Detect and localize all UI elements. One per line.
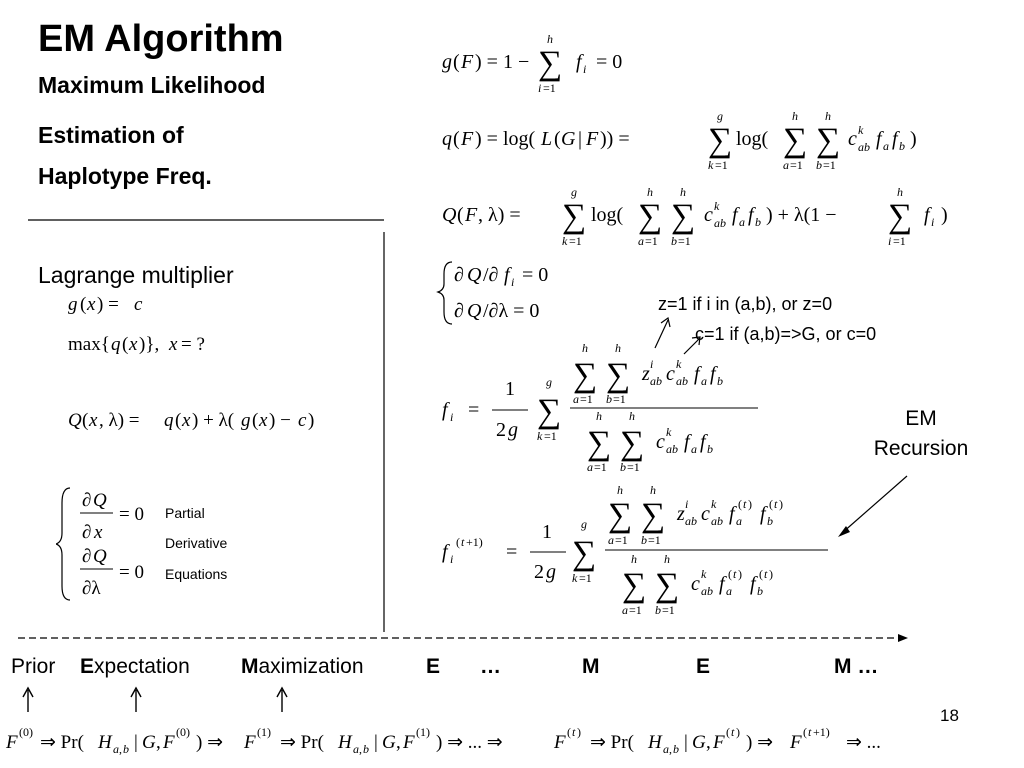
svg-text:h: h — [631, 552, 637, 566]
svg-text:f: f — [732, 204, 738, 226]
svg-text:L: L — [541, 128, 553, 150]
svg-text:f: f — [750, 573, 756, 595]
svg-text:): ) — [577, 725, 581, 739]
svg-text:F: F — [586, 128, 599, 150]
svg-text:ab: ab — [676, 374, 688, 388]
svg-text:F: F — [6, 732, 18, 753]
svg-text:q: q — [442, 128, 452, 150]
svg-text:t: t — [572, 725, 576, 739]
svg-text:i: i — [450, 552, 454, 566]
svg-text:H: H — [98, 732, 112, 753]
svg-text:b: b — [673, 742, 679, 756]
svg-text:t: t — [731, 725, 735, 739]
svg-text:h: h — [582, 341, 588, 355]
svg-text:b: b — [606, 392, 612, 406]
svg-text:c: c — [666, 363, 675, 385]
svg-text:a: a — [353, 742, 359, 756]
svg-text:∑: ∑ — [608, 497, 633, 534]
svg-text:∑: ∑ — [562, 198, 587, 235]
svg-text:a: a — [783, 158, 789, 172]
cycle-dots1: … — [480, 655, 501, 678]
partial-label-2: Derivative — [165, 535, 228, 551]
svg-text:(: ( — [803, 725, 807, 739]
svg-text:ab: ab — [711, 514, 723, 528]
svg-text:): ) — [736, 725, 740, 739]
svg-text:) = log(: ) = log( — [475, 128, 536, 150]
svg-text:(: ( — [726, 725, 730, 739]
svg-text:i: i — [538, 81, 542, 95]
svg-text:f: f — [710, 363, 716, 385]
svg-text:(: ( — [82, 410, 89, 431]
svg-text:f: f — [684, 431, 690, 453]
svg-text:∑: ∑ — [622, 567, 647, 604]
svg-text:z: z — [677, 503, 685, 525]
svg-text:h: h — [664, 552, 670, 566]
svg-text:|: | — [578, 128, 583, 150]
partial-label-3: Equations — [165, 566, 228, 582]
svg-text:=1: =1 — [579, 571, 592, 585]
svg-text:ab: ab — [714, 216, 726, 230]
svg-text:+1): +1) — [466, 535, 483, 549]
svg-text:a: a — [573, 392, 579, 406]
svg-text:∑: ∑ — [641, 497, 666, 534]
svg-text:=1: =1 — [823, 158, 836, 172]
svg-text:=1: =1 — [544, 429, 557, 443]
svg-text:F: F — [465, 204, 478, 226]
svg-text:h: h — [647, 185, 653, 199]
em-recursion-label — [848, 404, 994, 464]
svg-text:a: a — [883, 139, 889, 153]
svg-text:h: h — [650, 483, 656, 497]
svg-text:, λ) =: , λ) = — [478, 204, 521, 226]
svg-text:ab: ab — [858, 140, 870, 154]
svg-text:(: ( — [453, 51, 460, 73]
svg-text:a: a — [638, 234, 644, 248]
svg-text:h: h — [792, 109, 798, 123]
svg-text:q: q — [111, 334, 121, 355]
svg-text:g: g — [546, 375, 552, 389]
svg-text:b: b — [655, 603, 661, 617]
svg-text:): ) — [910, 128, 917, 150]
svg-text:2: 2 — [534, 561, 544, 583]
subtitle-line-3: Haplotype Freq. — [38, 163, 212, 189]
svg-text:(0): (0) — [19, 725, 33, 739]
svg-text:b: b — [816, 158, 822, 172]
svg-text:x: x — [169, 334, 178, 355]
svg-text:=1: =1 — [662, 603, 675, 617]
svg-text:h: h — [629, 409, 635, 423]
svg-text:(1): (1) — [416, 725, 430, 739]
svg-text:∑: ∑ — [572, 535, 597, 572]
svg-text:∑: ∑ — [573, 357, 598, 394]
svg-text:f: f — [748, 204, 754, 226]
svg-text:i: i — [685, 497, 689, 511]
svg-text:(: ( — [175, 410, 182, 431]
svg-text:|: | — [374, 732, 378, 753]
svg-text:∑: ∑ — [638, 198, 663, 235]
svg-text:h: h — [680, 185, 686, 199]
svg-text:f: f — [694, 363, 700, 385]
svg-text:t: t — [764, 567, 768, 581]
svg-text:c: c — [691, 573, 700, 595]
svg-text:b: b — [671, 234, 677, 248]
svg-text:i: i — [888, 234, 892, 248]
svg-text:⇒ ...: ⇒ ... — [846, 732, 881, 753]
svg-text:log(: log( — [736, 128, 769, 150]
svg-text:k: k — [711, 497, 717, 511]
svg-text:(: ( — [122, 334, 129, 355]
em-cycle-labels — [0, 655, 1024, 689]
svg-text:k: k — [676, 357, 682, 371]
svg-text:f: f — [760, 503, 766, 525]
svg-text:f: f — [442, 541, 448, 563]
svg-text:): ) — [308, 410, 315, 431]
svg-text:, λ) =: , λ) = — [99, 410, 140, 431]
svg-text:g: g — [717, 109, 723, 123]
svg-text:∑: ∑ — [620, 425, 645, 462]
svg-text:h: h — [615, 341, 621, 355]
svg-text:) ⇒: ) ⇒ — [196, 732, 223, 753]
svg-text:): ) — [769, 567, 773, 581]
svg-text:=1: =1 — [678, 234, 691, 248]
svg-text:): ) — [941, 204, 948, 226]
svg-text:= 0: = 0 — [119, 504, 144, 525]
svg-text:=1: =1 — [790, 158, 803, 172]
svg-text:f: f — [719, 573, 725, 595]
svg-text:+1): +1) — [813, 725, 830, 739]
svg-text:k: k — [666, 425, 672, 439]
svg-text:a: a — [608, 533, 614, 547]
svg-text:x: x — [259, 410, 268, 431]
svg-text:b: b — [757, 584, 763, 598]
svg-text:(: ( — [554, 128, 561, 150]
svg-text:(: ( — [769, 497, 773, 511]
svg-text:c: c — [704, 204, 713, 226]
svg-text:∑: ∑ — [816, 122, 841, 159]
svg-text:(1): (1) — [257, 725, 271, 739]
svg-text:(: ( — [252, 410, 259, 431]
svg-text:b: b — [717, 374, 723, 388]
svg-text:b: b — [620, 460, 626, 474]
svg-text:,: , — [706, 732, 711, 753]
svg-text:h: h — [825, 109, 831, 123]
svg-text:1: 1 — [505, 378, 515, 400]
svg-text:): ) — [779, 497, 783, 511]
svg-text:a: a — [587, 460, 593, 474]
svg-text:f: f — [700, 431, 706, 453]
svg-text:f: f — [876, 128, 882, 150]
svg-text:= ?: = ? — [181, 334, 205, 355]
cycle-maximization — [241, 655, 364, 679]
svg-text:∂λ: ∂λ — [82, 578, 101, 599]
svg-text:,: , — [156, 732, 161, 753]
svg-text:a: a — [739, 215, 745, 229]
cycle-expectation — [80, 655, 190, 679]
svg-text:Q: Q — [68, 410, 82, 431]
cycle-prior: Prior — [11, 655, 56, 678]
svg-text:f: f — [924, 204, 930, 226]
cycle-expectation-rest: xpectation — [94, 655, 190, 678]
svg-text:k: k — [714, 199, 720, 213]
note-z: z=1 if i in (a,b), or z=0 — [658, 294, 833, 314]
svg-text:Q: Q — [467, 300, 482, 322]
svg-text:h: h — [596, 409, 602, 423]
svg-text:/∂: /∂ — [483, 264, 499, 286]
partial-label-1: Partial — [165, 505, 205, 521]
svg-text:G: G — [561, 128, 576, 150]
svg-text:k: k — [537, 429, 543, 443]
svg-text:i: i — [650, 357, 654, 371]
svg-text:=1: =1 — [627, 460, 640, 474]
cycle-e1: E — [426, 655, 441, 678]
svg-text:=: = — [468, 399, 480, 421]
svg-text:k: k — [572, 571, 578, 585]
svg-text:a: a — [663, 742, 669, 756]
svg-text:i: i — [511, 275, 515, 289]
svg-text:∑: ∑ — [708, 122, 733, 159]
svg-text:,: , — [669, 742, 672, 756]
svg-text:x: x — [182, 410, 191, 431]
svg-text:|: | — [684, 732, 688, 753]
svg-text:a: a — [622, 603, 628, 617]
svg-text:=1: =1 — [569, 234, 582, 248]
cycle-maximization-initial: M — [241, 655, 259, 678]
svg-text:Q: Q — [442, 204, 457, 226]
svg-text:⇒ Pr(: ⇒ Pr( — [40, 732, 84, 753]
svg-text:,: , — [359, 742, 362, 756]
svg-text:=1: =1 — [543, 81, 556, 95]
svg-text:∑: ∑ — [655, 567, 680, 604]
svg-text:f: f — [729, 503, 735, 525]
svg-text:Q: Q — [93, 546, 107, 567]
svg-text:x: x — [129, 334, 138, 355]
svg-text:H: H — [338, 732, 352, 753]
svg-text:F: F — [461, 51, 474, 73]
svg-text:f: f — [504, 264, 510, 286]
svg-text:= 0: = 0 — [119, 562, 144, 583]
svg-text:=1: =1 — [715, 158, 728, 172]
svg-text:): ) — [738, 567, 742, 581]
svg-text:ab: ab — [650, 374, 662, 388]
svg-text:a: a — [736, 514, 742, 528]
svg-text:) ⇒ ... ⇒: ) ⇒ ... ⇒ — [436, 732, 503, 753]
svg-text:h: h — [897, 185, 903, 199]
svg-text:F: F — [554, 732, 566, 753]
svg-text:⇒ Pr(: ⇒ Pr( — [280, 732, 324, 753]
subtitle-of: of — [161, 122, 184, 148]
svg-text:(: ( — [567, 725, 571, 739]
svg-text:G: G — [142, 732, 156, 753]
svg-text:/∂λ = 0: /∂λ = 0 — [483, 300, 540, 322]
svg-text:): ) — [748, 497, 752, 511]
svg-text:c: c — [298, 410, 307, 431]
svg-text:b: b — [363, 742, 369, 756]
svg-text:) ⇒: ) ⇒ — [746, 732, 773, 753]
svg-text:=1: =1 — [645, 234, 658, 248]
svg-text:g: g — [68, 294, 78, 315]
svg-text:(: ( — [759, 567, 763, 581]
note-c: c=1 if (a,b)=>G, or c=0 — [695, 324, 877, 344]
svg-text:=1: =1 — [648, 533, 661, 547]
svg-text:max{: max{ — [68, 334, 110, 355]
svg-text:c: c — [701, 503, 710, 525]
svg-text:x: x — [87, 294, 96, 315]
svg-text:log(: log( — [591, 204, 624, 226]
svg-text:∑: ∑ — [537, 393, 562, 430]
svg-text:= 0: = 0 — [596, 51, 623, 73]
svg-text:t: t — [733, 567, 737, 581]
svg-text:b: b — [899, 139, 905, 153]
svg-text:=1: =1 — [613, 392, 626, 406]
cycle-m2-dots: M … — [834, 655, 879, 678]
svg-text:∂: ∂ — [82, 490, 92, 511]
svg-text:) −: ) − — [269, 410, 291, 431]
subtitle-estimation: Estimation — [38, 122, 156, 148]
svg-text:b: b — [641, 533, 647, 547]
svg-text:(: ( — [738, 497, 742, 511]
svg-text:c: c — [656, 431, 665, 453]
cycle-maximization-rest: aximization — [258, 655, 364, 678]
cycle-e2: E — [696, 655, 711, 678]
slide-title: EM Algorithm — [38, 18, 284, 60]
svg-text:,: , — [396, 732, 401, 753]
svg-text:∑: ∑ — [606, 357, 631, 394]
svg-text:(: ( — [453, 128, 460, 150]
cycle-expectation-initial: E — [80, 655, 95, 678]
em-recursion-line-1: EM — [905, 407, 937, 430]
svg-text:b: b — [707, 442, 713, 456]
svg-text:∂: ∂ — [454, 300, 464, 322]
svg-text:t: t — [743, 497, 747, 511]
svg-text:G: G — [382, 732, 396, 753]
svg-text:a: a — [691, 442, 697, 456]
svg-text:h: h — [547, 32, 553, 46]
svg-text:G: G — [692, 732, 706, 753]
svg-text:∂: ∂ — [82, 522, 92, 543]
svg-text:=1: =1 — [893, 234, 906, 248]
svg-text:a: a — [113, 742, 119, 756]
svg-text:f: f — [892, 128, 898, 150]
svg-text:F: F — [244, 732, 256, 753]
svg-text:g: g — [571, 185, 577, 199]
svg-text:∑: ∑ — [783, 122, 808, 159]
svg-text:x: x — [89, 410, 98, 431]
svg-text:ab: ab — [701, 584, 713, 598]
svg-text:∂: ∂ — [82, 546, 92, 567]
svg-text:Q: Q — [93, 490, 107, 511]
svg-text:Q: Q — [467, 264, 482, 286]
cycle-m1: M — [582, 655, 600, 678]
svg-text:|: | — [134, 732, 138, 753]
svg-text:)) =: )) = — [600, 128, 630, 150]
svg-text:= 0: = 0 — [522, 264, 549, 286]
svg-text:(: ( — [456, 535, 460, 549]
svg-text:F: F — [163, 732, 175, 753]
svg-text:(: ( — [457, 204, 464, 226]
svg-text:∑: ∑ — [671, 198, 696, 235]
svg-text:i: i — [931, 215, 935, 229]
svg-text:2: 2 — [496, 419, 506, 441]
svg-text:H: H — [648, 732, 662, 753]
svg-text:) =: ) = — [97, 294, 119, 315]
svg-text:i: i — [583, 62, 587, 76]
svg-text:F: F — [403, 732, 415, 753]
svg-text:F: F — [790, 732, 802, 753]
svg-text:a: a — [726, 584, 732, 598]
svg-text:c: c — [848, 128, 857, 150]
svg-text:b: b — [755, 215, 761, 229]
svg-text:=1: =1 — [615, 533, 628, 547]
em-sequence-equation — [0, 712, 1024, 764]
svg-text:g: g — [442, 51, 452, 73]
svg-text:ab: ab — [666, 442, 678, 456]
svg-text:q: q — [164, 410, 174, 431]
svg-text:) + λ(: ) + λ( — [192, 410, 235, 431]
svg-text:,: , — [119, 742, 122, 756]
svg-text:=1: =1 — [580, 392, 593, 406]
svg-text:) = 1 −: ) = 1 − — [475, 51, 530, 73]
svg-text:ab: ab — [685, 514, 697, 528]
svg-text:b: b — [123, 742, 129, 756]
svg-text:(: ( — [728, 567, 732, 581]
svg-text:k: k — [858, 123, 864, 137]
svg-text:f: f — [576, 51, 582, 73]
svg-text:t: t — [774, 497, 778, 511]
svg-text:)},: )}, — [139, 334, 160, 355]
svg-text:∑: ∑ — [587, 425, 612, 462]
svg-text:x: x — [94, 522, 103, 543]
svg-text:g: g — [546, 561, 556, 583]
svg-text:t: t — [461, 535, 465, 549]
svg-text:⇒ Pr(: ⇒ Pr( — [590, 732, 634, 753]
svg-text:g: g — [508, 419, 518, 441]
svg-text:a: a — [701, 374, 707, 388]
svg-text:1: 1 — [542, 521, 552, 543]
svg-text:=: = — [506, 541, 518, 563]
svg-text:c: c — [134, 294, 143, 315]
svg-text:∑: ∑ — [888, 198, 913, 235]
svg-text:k: k — [562, 234, 568, 248]
svg-text:h: h — [617, 483, 623, 497]
svg-text:k: k — [708, 158, 714, 172]
svg-text:b: b — [767, 514, 773, 528]
svg-text:i: i — [450, 410, 454, 424]
svg-text:) + λ(1 −: ) + λ(1 − — [766, 204, 837, 226]
svg-text:k: k — [701, 567, 707, 581]
svg-text:g: g — [581, 517, 587, 531]
svg-text:∑: ∑ — [538, 45, 563, 82]
svg-text:g: g — [241, 410, 251, 431]
lagrange-heading: Lagrange multiplier — [38, 262, 234, 288]
svg-text:(: ( — [80, 294, 87, 315]
subtitle-line-1: Maximum Likelihood — [38, 72, 266, 98]
svg-text:f: f — [442, 399, 448, 421]
slide-number: 18 — [940, 706, 959, 725]
em-recursion-line-2: Recursion — [873, 437, 969, 460]
svg-text:z: z — [642, 363, 650, 385]
svg-text:=1: =1 — [629, 603, 642, 617]
svg-text:F: F — [713, 732, 725, 753]
svg-text:∂: ∂ — [454, 264, 464, 286]
svg-text:(0): (0) — [176, 725, 190, 739]
svg-text:=1: =1 — [594, 460, 607, 474]
svg-text:t: t — [808, 725, 812, 739]
svg-text:F: F — [461, 128, 474, 150]
